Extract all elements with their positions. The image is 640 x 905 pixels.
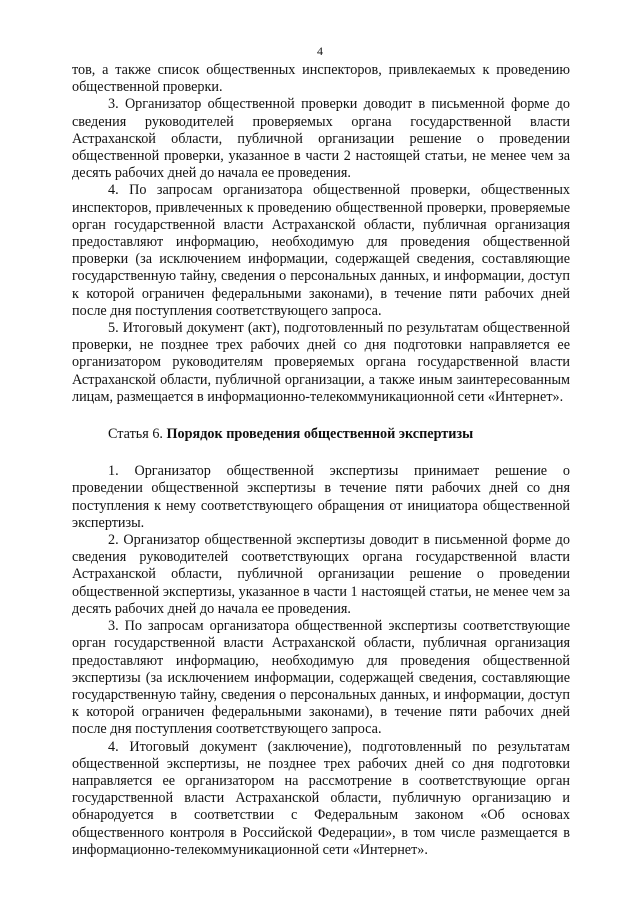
article-paragraph-2: 2. Организатор общественной экспертизы доводит в письменной форме до сведения руководителей соответствующих органа государственной власти Астраханской области, публичной организации решение о проведении общественной экспертизы, указанное в части 1 настоящей статьи, не менее чем за десять рабочих дней до начала ее проведения. bbox=[72, 532, 570, 617]
article-paragraph-1: 1. Организатор общественной экспертизы принимает решение о проведении общественной экспертизы в течение пяти рабочих дней со дня поступления к нему соответствующего обращения от инициатора общественной экспертизы. bbox=[72, 463, 570, 531]
document-body bbox=[72, 62, 570, 859]
paragraph-item-4: 4. По запросам организатора общественной проверки, общественных инспекторов, привлеченных к проведению общественной проверки, проверяемые орган государственной власти Астраханской области, публичная организация предоставляют информацию, необходимую для проведения общественной проверки (за исключением информации, содержащей сведения, составляющие государственную тайну, сведения о персональных данных, и информации, доступ к которой ограничен федеральными законами), в течение пяти рабочих дней после дня поступления соответствующего запроса. bbox=[72, 182, 570, 319]
article-paragraph-3: 3. По запросам организатора общественной экспертизы соответствующие орган государственной власти Астраханской области, публичная организация предоставляют информацию, необходимую для проведения общественной экспертизы (за исключением информации, содержащей сведения, составляющие государственную тайну, сведения о персональных данных, и информации, доступ к которой ограничен федеральными законами), в течение пяти рабочих дней после дня поступления соответствующего запроса. bbox=[72, 618, 570, 738]
article-title: Порядок проведения общественной экспертизы bbox=[166, 426, 474, 443]
article-heading bbox=[72, 426, 570, 443]
paragraph-item-3: 3. Организатор общественной проверки доводит в письменной форме до сведения руководителей проверяемых органа государственной власти Астраханской области, публичной организации решение о проведении общественной проверки, указанное в части 2 настоящей статьи, не менее чем за десять рабочих дней до начала ее проведения. bbox=[72, 96, 570, 182]
article-paragraph-4: 4. Итоговый документ (заключение), подготовленный по результатам общественной экспертизы, не позднее трех рабочих дней со дня подготовки направляется ее организатором на рассмотрение в соответствующие орган государственной власти Астраханской области, публичную организацию и обнародуется в соответствии с Федеральным законом «Об основах общественного контроля в Российской Федерации», в том числе размещается в информационно-телекоммуникационной сети «Интернет». bbox=[72, 738, 570, 858]
page-number: 4 bbox=[317, 44, 323, 58]
paragraph-continuation: тов, а также список общественных инспекторов, привлекаемых к проведению общественной проверки. bbox=[72, 62, 570, 96]
article-label: Статья 6. bbox=[108, 426, 167, 443]
paragraph-item-5: 5. Итоговый документ (акт), подготовленный по результатам общественной проверки, не позднее трех рабочих дней со дня подготовки направляется ее организатором руководителям проверяемых органа государственной власти Астраханской области, публичной организации, а также иным заинтересованным лицам, размещается в информационно-телекоммуникационной сети «Интернет». bbox=[72, 320, 570, 405]
